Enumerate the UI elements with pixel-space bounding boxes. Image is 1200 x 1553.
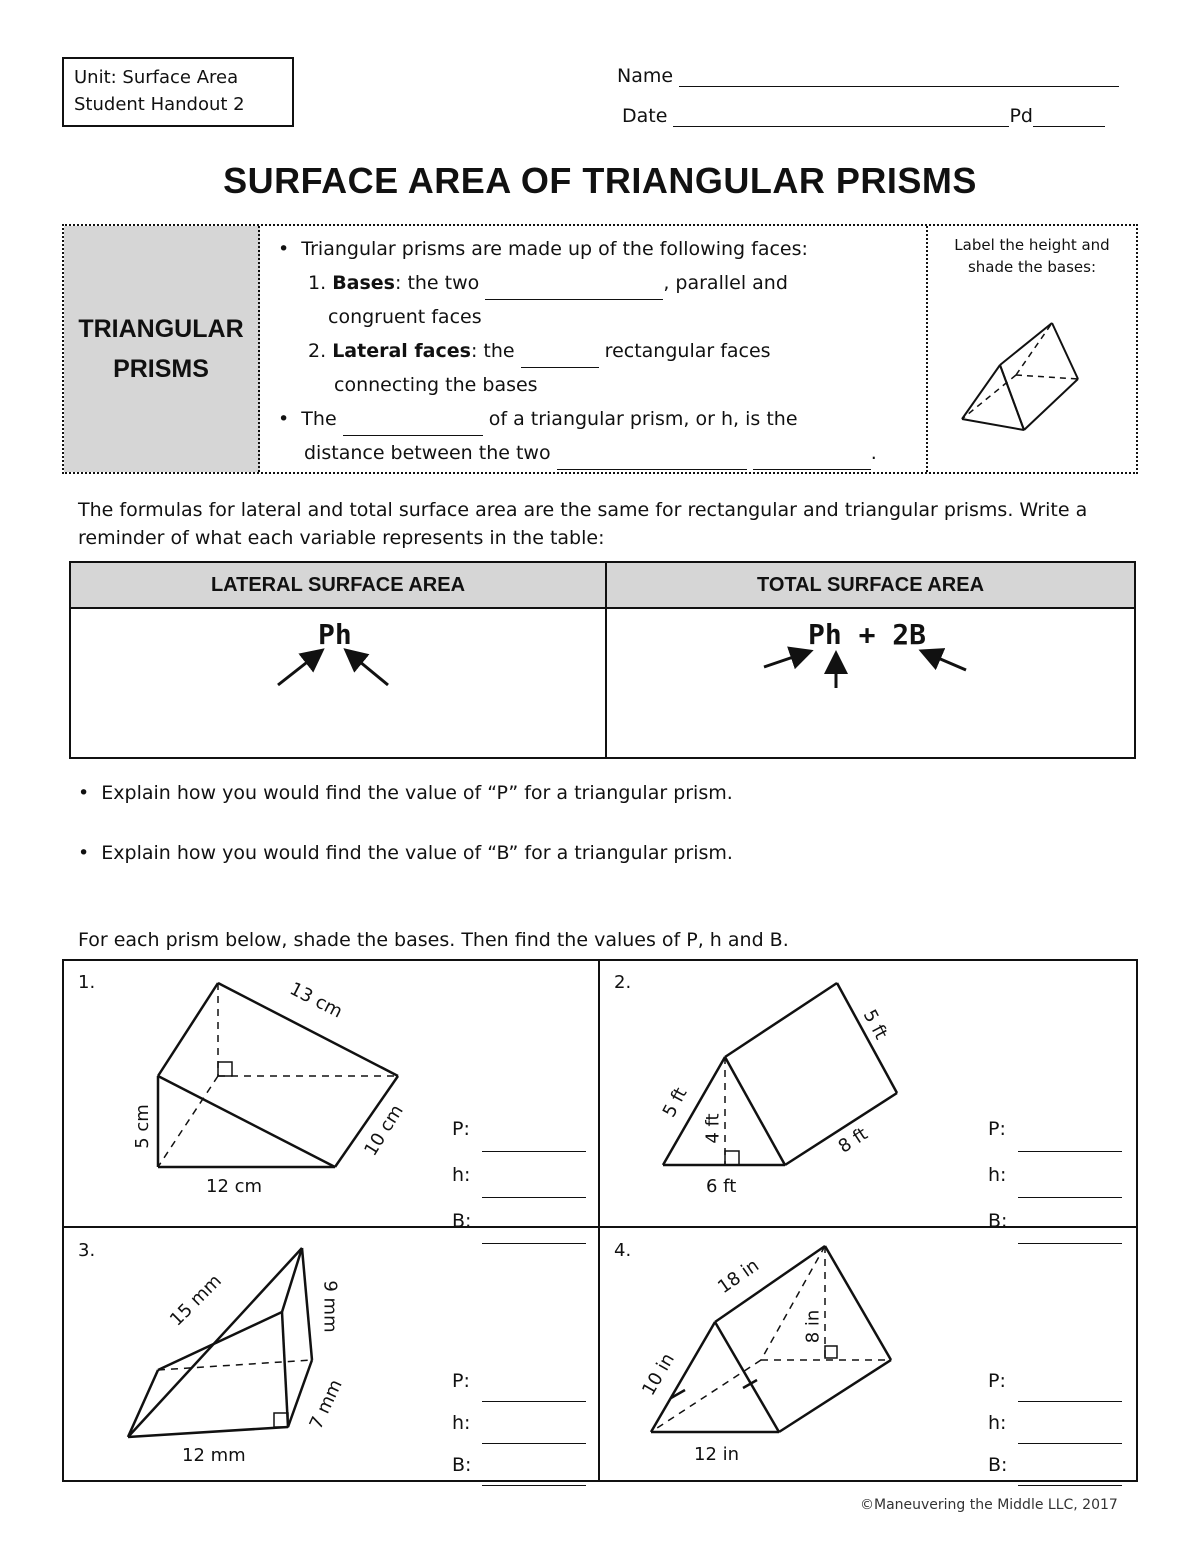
dim-5ft-top: 5 ft [858, 1006, 892, 1043]
b-answer-1[interactable] [482, 1223, 586, 1244]
label-line1: TRIANGULAR [78, 315, 244, 343]
lateral-formula: Ph [318, 618, 352, 651]
dim-7mm: 7 mm [305, 1376, 347, 1433]
p-answer-3[interactable] [482, 1381, 586, 1402]
dim-12mm: 12 mm [182, 1445, 246, 1466]
diagram-instruction: Label the height and shade the bases: [954, 236, 1110, 276]
unit-box [62, 57, 294, 127]
prism-edge [1052, 323, 1078, 379]
bases-blank[interactable] [485, 275, 663, 300]
h-answer-4[interactable] [1018, 1423, 1122, 1444]
problem-3-answers [452, 1360, 586, 1486]
right-angle-mark [825, 1346, 837, 1358]
dim-5ft-side: 5 ft [658, 1084, 692, 1121]
distance-blank-2[interactable] [753, 445, 871, 470]
h-label: h: [452, 1412, 471, 1434]
unit-title: Unit: Surface Area [74, 67, 239, 88]
problem-2-answers [988, 1106, 1122, 1244]
p-answer-1[interactable] [482, 1131, 586, 1152]
problem-3-diagram [120, 1240, 330, 1445]
p-label: P: [452, 1118, 470, 1140]
date-field[interactable] [673, 104, 1009, 127]
grid-divider-h [62, 1226, 1138, 1228]
b-answer-3[interactable] [482, 1465, 586, 1486]
problem-1-number: 1. [78, 972, 96, 993]
label-line2: PRISMS [113, 355, 209, 383]
arrow-to-h [348, 652, 388, 685]
h-label: h: [988, 1164, 1007, 1186]
problem-4-answers [988, 1360, 1122, 1486]
dim-10in: 10 in [638, 1349, 679, 1400]
problem-2-number: 2. [614, 972, 632, 993]
b-answer-4[interactable] [1018, 1465, 1122, 1486]
grid-divider-v [598, 959, 600, 1482]
p-label: P: [988, 1118, 1006, 1140]
problem-1-answers [452, 1106, 586, 1244]
question-p: • Explain how you would find the value of “P” for a triangular prism. [78, 782, 733, 804]
name-field[interactable] [679, 64, 1119, 87]
dim-6ft: 6 ft [706, 1176, 737, 1197]
b-label: B: [452, 1454, 472, 1476]
right-angle-mark [725, 1151, 739, 1165]
h-answer-2[interactable] [1018, 1177, 1122, 1198]
arrow-to-b [924, 652, 966, 670]
dim-8in: 8 in [802, 1309, 824, 1344]
dim-13cm: 13 cm [286, 978, 346, 1023]
definition-text [278, 232, 918, 470]
height-blank[interactable] [343, 411, 483, 436]
bullet-faces: • Triangular prisms are made up of the following faces: [278, 238, 808, 260]
pd-field[interactable] [1033, 104, 1105, 127]
item-bases: 1. Bases: the two , parallel and [278, 266, 918, 300]
problem-3-number: 3. [78, 1240, 96, 1261]
h-answer-3[interactable] [482, 1423, 586, 1444]
pd-label: Pd [1009, 105, 1033, 127]
h-label: h: [452, 1164, 471, 1186]
date-label: Date [622, 105, 668, 127]
dim-12in: 12 in [694, 1444, 740, 1465]
problem-2-diagram [655, 975, 915, 1175]
definition-label [64, 226, 260, 472]
intro-paragraph: The formulas for lateral and total surface area are the same for rectangular and triangular prisms. Write a reminder of what each variable represents in the table: [78, 499, 1088, 549]
total-header: TOTAL SURFACE AREA [606, 562, 1135, 608]
problem-4-diagram [645, 1240, 900, 1440]
dim-15mm: 15 mm [165, 1270, 226, 1331]
b-label: B: [988, 1210, 1008, 1232]
lateral-header: LATERAL SURFACE AREA [70, 562, 606, 608]
arrow-to-p [278, 652, 320, 685]
p-answer-2[interactable] [1018, 1131, 1122, 1152]
page-title: SURFACE AREA OF TRIANGULAR PRISMS [223, 160, 977, 201]
copyright-footer: ©Maneuvering the Middle LLC, 2017 [860, 1497, 1118, 1513]
dim-5cm: 5 cm [131, 1104, 153, 1149]
p-answer-4[interactable] [1018, 1381, 1122, 1402]
dim-8ft: 8 ft [834, 1123, 872, 1158]
h-answer-1[interactable] [482, 1177, 586, 1198]
date-row [622, 104, 1105, 127]
problem-1-diagram [125, 975, 425, 1205]
b-answer-2[interactable] [1018, 1223, 1122, 1244]
problem-4-number: 4. [614, 1240, 632, 1261]
right-angle-mark [218, 1062, 232, 1076]
dim-9mm: 9 mm [319, 1280, 341, 1333]
arrow-to-p [764, 652, 808, 667]
lateral-arrows [260, 640, 400, 690]
h-label: h: [988, 1412, 1007, 1434]
distance-blank-1[interactable] [557, 445, 747, 470]
b-label: B: [988, 1454, 1008, 1476]
handout-number: Student Handout 2 [74, 94, 245, 115]
total-formula: Ph + 2B [808, 618, 927, 651]
dim-4ft: 4 ft [702, 1113, 724, 1144]
question-b: • Explain how you would find the value of “B” for a triangular prism. [78, 842, 733, 864]
dim-12cm: 12 cm [206, 1176, 263, 1197]
item-bases-cont: congruent faces [328, 306, 482, 328]
dim-18in: 18 in [714, 1254, 763, 1299]
dim-10cm: 10 cm [360, 1101, 408, 1160]
bullet-height-cont: distance between the two . [278, 436, 918, 470]
p-label: P: [988, 1370, 1006, 1392]
right-angle-mark [274, 1413, 288, 1427]
item-lateral: 2. Lateral faces: the rectangular faces [278, 334, 918, 368]
item-lateral-cont: connecting the bases [334, 374, 538, 396]
p-label: P: [452, 1370, 470, 1392]
instructions: For each prism below, shade the bases. Then find the values of P, h and B. [78, 929, 789, 951]
total-arrows [756, 640, 976, 690]
b-label: B: [452, 1210, 472, 1232]
bullet-height: • The of a triangular prism, or h, is the [278, 402, 918, 436]
name-label: Name [617, 65, 674, 87]
name-row [617, 64, 1119, 87]
lateral-blank[interactable] [521, 343, 599, 368]
example-prism-diagram [950, 315, 1090, 440]
